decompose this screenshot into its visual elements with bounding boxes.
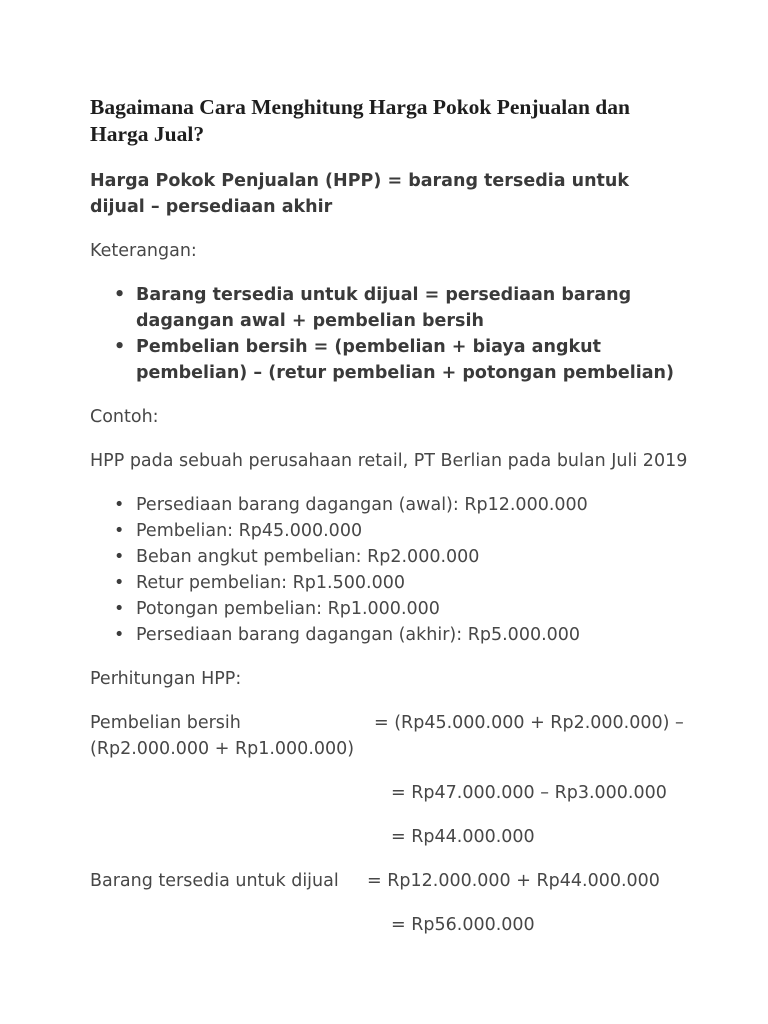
list-item-text: Barang tersedia untuk dijual = persediaan barang dagangan awal + pembelian bersih [136,285,632,331]
keterangan-label: Keterangan: [90,241,197,261]
list-item-text: Potongan pembelian: Rp1.000.000 [136,599,440,619]
calc-step [90,780,690,806]
document-body [90,94,690,956]
barang-tersedia-calc [90,868,690,894]
calc-step [90,824,690,850]
list-item [114,518,690,544]
bullet-icon: • [114,495,125,515]
calc-equation: = Rp56.000.000 [391,915,535,935]
calc-equation-continuation: (Rp2.000.000 + Rp1.000.000) [90,739,355,759]
bullet-icon: • [114,547,125,567]
calc-label: Pembelian bersih [90,713,241,733]
calc-label: Barang tersedia untuk dijual [90,871,339,891]
contoh-label: Contoh: [90,407,159,427]
bullet-icon: • [114,573,125,593]
list-item [114,492,690,518]
bullet-icon: • [114,599,125,619]
list-item [114,596,690,622]
calc-equation: = (Rp45.000.000 + Rp2.000.000) – [374,713,684,733]
bullet-icon: • [114,625,125,645]
calc-row [90,710,690,736]
pembelian-bersih-calc [90,710,690,762]
list-item-text: Beban angkut pembelian: Rp2.000.000 [136,547,480,567]
calc-step [90,912,690,938]
list-item-text: Pembelian: Rp45.000.000 [136,521,363,541]
page-title: Bagaimana Cara Menghitung Harga Pokok Penjualan dan Harga Jual? [90,95,630,146]
list-item [114,622,690,648]
calc-equation: = Rp12.000.000 + Rp44.000.000 [367,871,660,891]
keterangan-list [90,282,690,386]
list-item-text: Pembelian bersih = (pembelian + biaya angkut pembelian) – (retur pembelian + potongan pembelian) [136,337,674,383]
list-item [114,282,690,334]
list-item [114,544,690,570]
list-item-text: Retur pembelian: Rp1.500.000 [136,573,405,593]
calc-equation: = Rp47.000.000 – Rp3.000.000 [391,783,667,803]
list-item [114,570,690,596]
hpp-formula: Harga Pokok Penjualan (HPP) = barang tersedia untuk dijual – persediaan akhir [90,171,630,217]
calc-row [90,912,690,938]
bullet-icon: • [114,521,125,541]
contoh-intro: HPP pada sebuah perusahaan retail, PT Berlian pada bulan Juli 2019 [90,451,688,471]
bullet-icon: • [114,337,126,357]
list-item-text: Persediaan barang dagangan (akhir): Rp5.000.000 [136,625,581,645]
perhitungan-label: Perhitungan HPP: [90,669,242,689]
calc-equation: = Rp44.000.000 [391,827,535,847]
calc-row [90,868,690,894]
calc-row [90,780,690,806]
contoh-list [90,492,690,648]
list-item [114,334,690,386]
list-item-text: Persediaan barang dagangan (awal): Rp12.000.000 [136,495,588,515]
bullet-icon: • [114,285,126,305]
calc-row [90,824,690,850]
